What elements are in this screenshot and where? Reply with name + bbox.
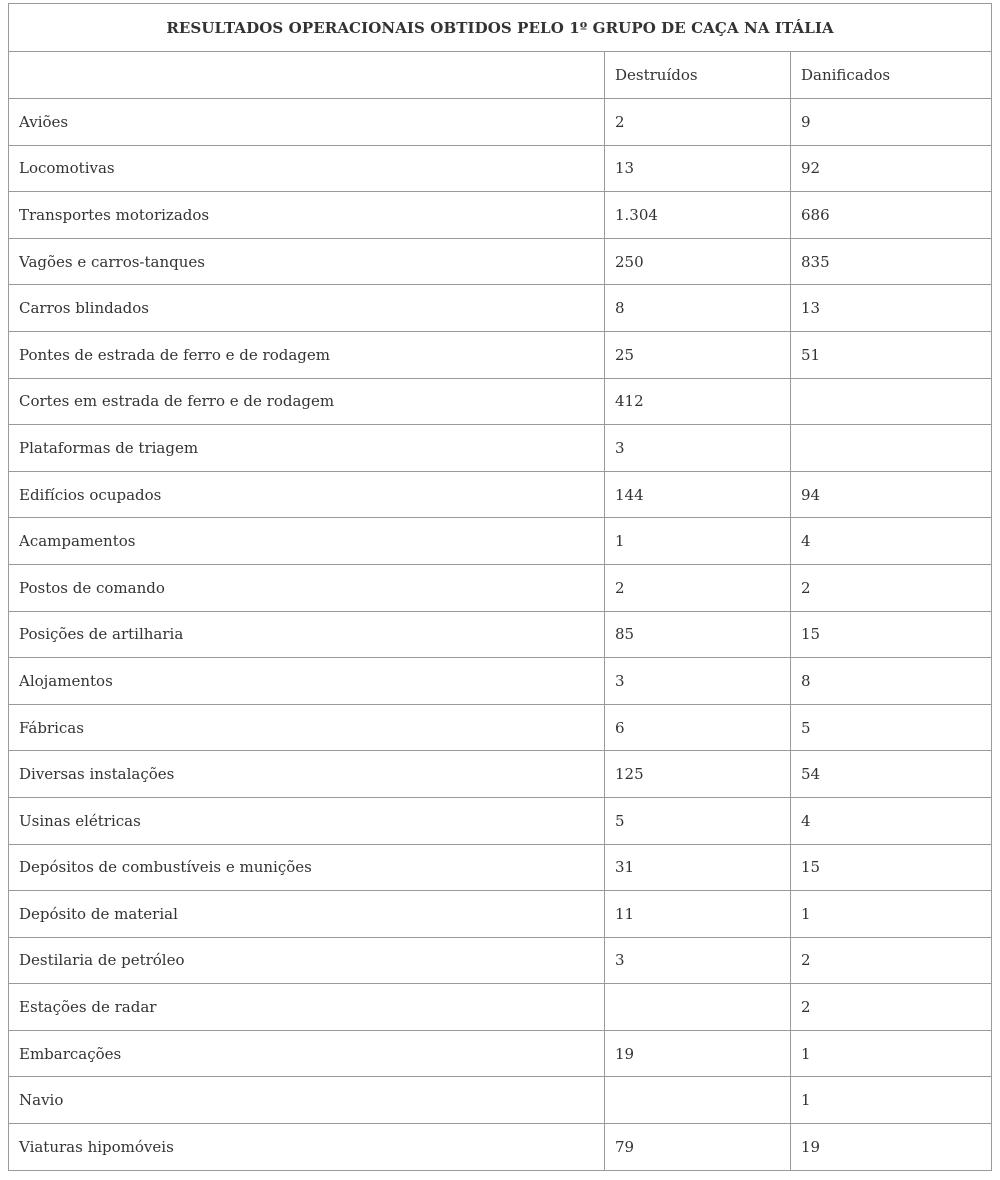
row-danificados-cell: 835 — [791, 238, 992, 285]
table-row — [9, 238, 992, 285]
row-category-cell: Alojamentos — [9, 658, 605, 705]
table-row — [9, 564, 992, 611]
row-category-cell: Edifícios ocupados — [9, 471, 605, 518]
table-row — [9, 425, 992, 472]
table-row — [9, 1124, 992, 1171]
row-danificados-cell: 2 — [791, 937, 992, 984]
row-destruidos-cell: 3 — [605, 658, 791, 705]
header-destruidos: Destruídos — [605, 52, 791, 99]
row-category-cell: Destilaria de petróleo — [9, 937, 605, 984]
row-category-cell: Aviões — [9, 99, 605, 146]
row-destruidos-cell: 31 — [605, 844, 791, 891]
results-table — [8, 3, 992, 1171]
row-danificados-cell: 4 — [791, 797, 992, 844]
table-row — [9, 937, 992, 984]
table-row — [9, 658, 992, 705]
header-category — [9, 52, 605, 99]
row-category-cell: Carros blindados — [9, 285, 605, 332]
row-destruidos-cell: 79 — [605, 1124, 791, 1171]
row-destruidos-cell: 2 — [605, 99, 791, 146]
row-danificados-cell: 15 — [791, 844, 992, 891]
table-row — [9, 285, 992, 332]
table-row — [9, 751, 992, 798]
row-destruidos-cell: 3 — [605, 937, 791, 984]
row-danificados-cell: 94 — [791, 471, 992, 518]
table-row — [9, 1077, 992, 1124]
row-category-cell: Plataformas de triagem — [9, 425, 605, 472]
row-category-cell: Cortes em estrada de ferro e de rodagem — [9, 378, 605, 425]
row-category-cell: Postos de comando — [9, 564, 605, 611]
table-row — [9, 192, 992, 239]
row-category-cell: Transportes motorizados — [9, 192, 605, 239]
row-destruidos-cell: 11 — [605, 891, 791, 938]
row-danificados-cell: 8 — [791, 658, 992, 705]
table-row — [9, 844, 992, 891]
table-row — [9, 378, 992, 425]
row-destruidos-cell: 85 — [605, 611, 791, 658]
header-danificados: Danificados — [791, 52, 992, 99]
row-category-cell: Locomotivas — [9, 145, 605, 192]
row-category-cell: Vagões e carros-tanques — [9, 238, 605, 285]
row-danificados-cell: 19 — [791, 1124, 992, 1171]
table-row — [9, 331, 992, 378]
row-destruidos-cell: 3 — [605, 425, 791, 472]
row-destruidos-cell: 8 — [605, 285, 791, 332]
row-destruidos-cell: 13 — [605, 145, 791, 192]
table-row — [9, 797, 992, 844]
row-category-cell: Pontes de estrada de ferro e de rodagem — [9, 331, 605, 378]
row-destruidos-cell: 412 — [605, 378, 791, 425]
row-destruidos-cell — [605, 1077, 791, 1124]
table-row — [9, 99, 992, 146]
table-title: RESULTADOS OPERACIONAIS OBTIDOS PELO 1º GRUPO DE CAÇA NA ITÁLIA — [9, 4, 992, 52]
table-header-row — [9, 52, 992, 99]
row-category-cell: Usinas elétricas — [9, 797, 605, 844]
row-destruidos-cell: 25 — [605, 331, 791, 378]
row-category-cell: Depósitos de combustíveis e munições — [9, 844, 605, 891]
row-danificados-cell: 2 — [791, 564, 992, 611]
row-category-cell: Acampamentos — [9, 518, 605, 565]
row-destruidos-cell: 250 — [605, 238, 791, 285]
row-category-cell: Navio — [9, 1077, 605, 1124]
row-category-cell: Posições de artilharia — [9, 611, 605, 658]
row-destruidos-cell: 2 — [605, 564, 791, 611]
row-category-cell: Embarcações — [9, 1030, 605, 1077]
row-danificados-cell: 54 — [791, 751, 992, 798]
row-danificados-cell: 13 — [791, 285, 992, 332]
table-row — [9, 471, 992, 518]
row-danificados-cell: 15 — [791, 611, 992, 658]
row-destruidos-cell: 1.304 — [605, 192, 791, 239]
table-row — [9, 891, 992, 938]
table-row — [9, 984, 992, 1031]
row-danificados-cell: 1 — [791, 1030, 992, 1077]
row-danificados-cell: 686 — [791, 192, 992, 239]
row-danificados-cell: 92 — [791, 145, 992, 192]
row-category-cell: Fábricas — [9, 704, 605, 751]
table-row — [9, 1030, 992, 1077]
row-destruidos-cell — [605, 984, 791, 1031]
row-destruidos-cell: 125 — [605, 751, 791, 798]
row-danificados-cell: 2 — [791, 984, 992, 1031]
row-category-cell: Depósito de material — [9, 891, 605, 938]
row-danificados-cell: 1 — [791, 1077, 992, 1124]
row-destruidos-cell: 5 — [605, 797, 791, 844]
row-destruidos-cell: 1 — [605, 518, 791, 565]
row-destruidos-cell: 19 — [605, 1030, 791, 1077]
table-row — [9, 145, 992, 192]
row-danificados-cell — [791, 378, 992, 425]
row-category-cell: Diversas instalações — [9, 751, 605, 798]
row-category-cell: Estações de radar — [9, 984, 605, 1031]
row-danificados-cell: 9 — [791, 99, 992, 146]
row-danificados-cell — [791, 425, 992, 472]
table-row — [9, 611, 992, 658]
table-title-row — [9, 4, 992, 52]
row-danificados-cell: 5 — [791, 704, 992, 751]
row-destruidos-cell: 6 — [605, 704, 791, 751]
row-destruidos-cell: 144 — [605, 471, 791, 518]
table-row — [9, 518, 992, 565]
row-danificados-cell: 1 — [791, 891, 992, 938]
table-row — [9, 704, 992, 751]
row-danificados-cell: 4 — [791, 518, 992, 565]
row-danificados-cell: 51 — [791, 331, 992, 378]
row-category-cell: Viaturas hipomóveis — [9, 1124, 605, 1171]
